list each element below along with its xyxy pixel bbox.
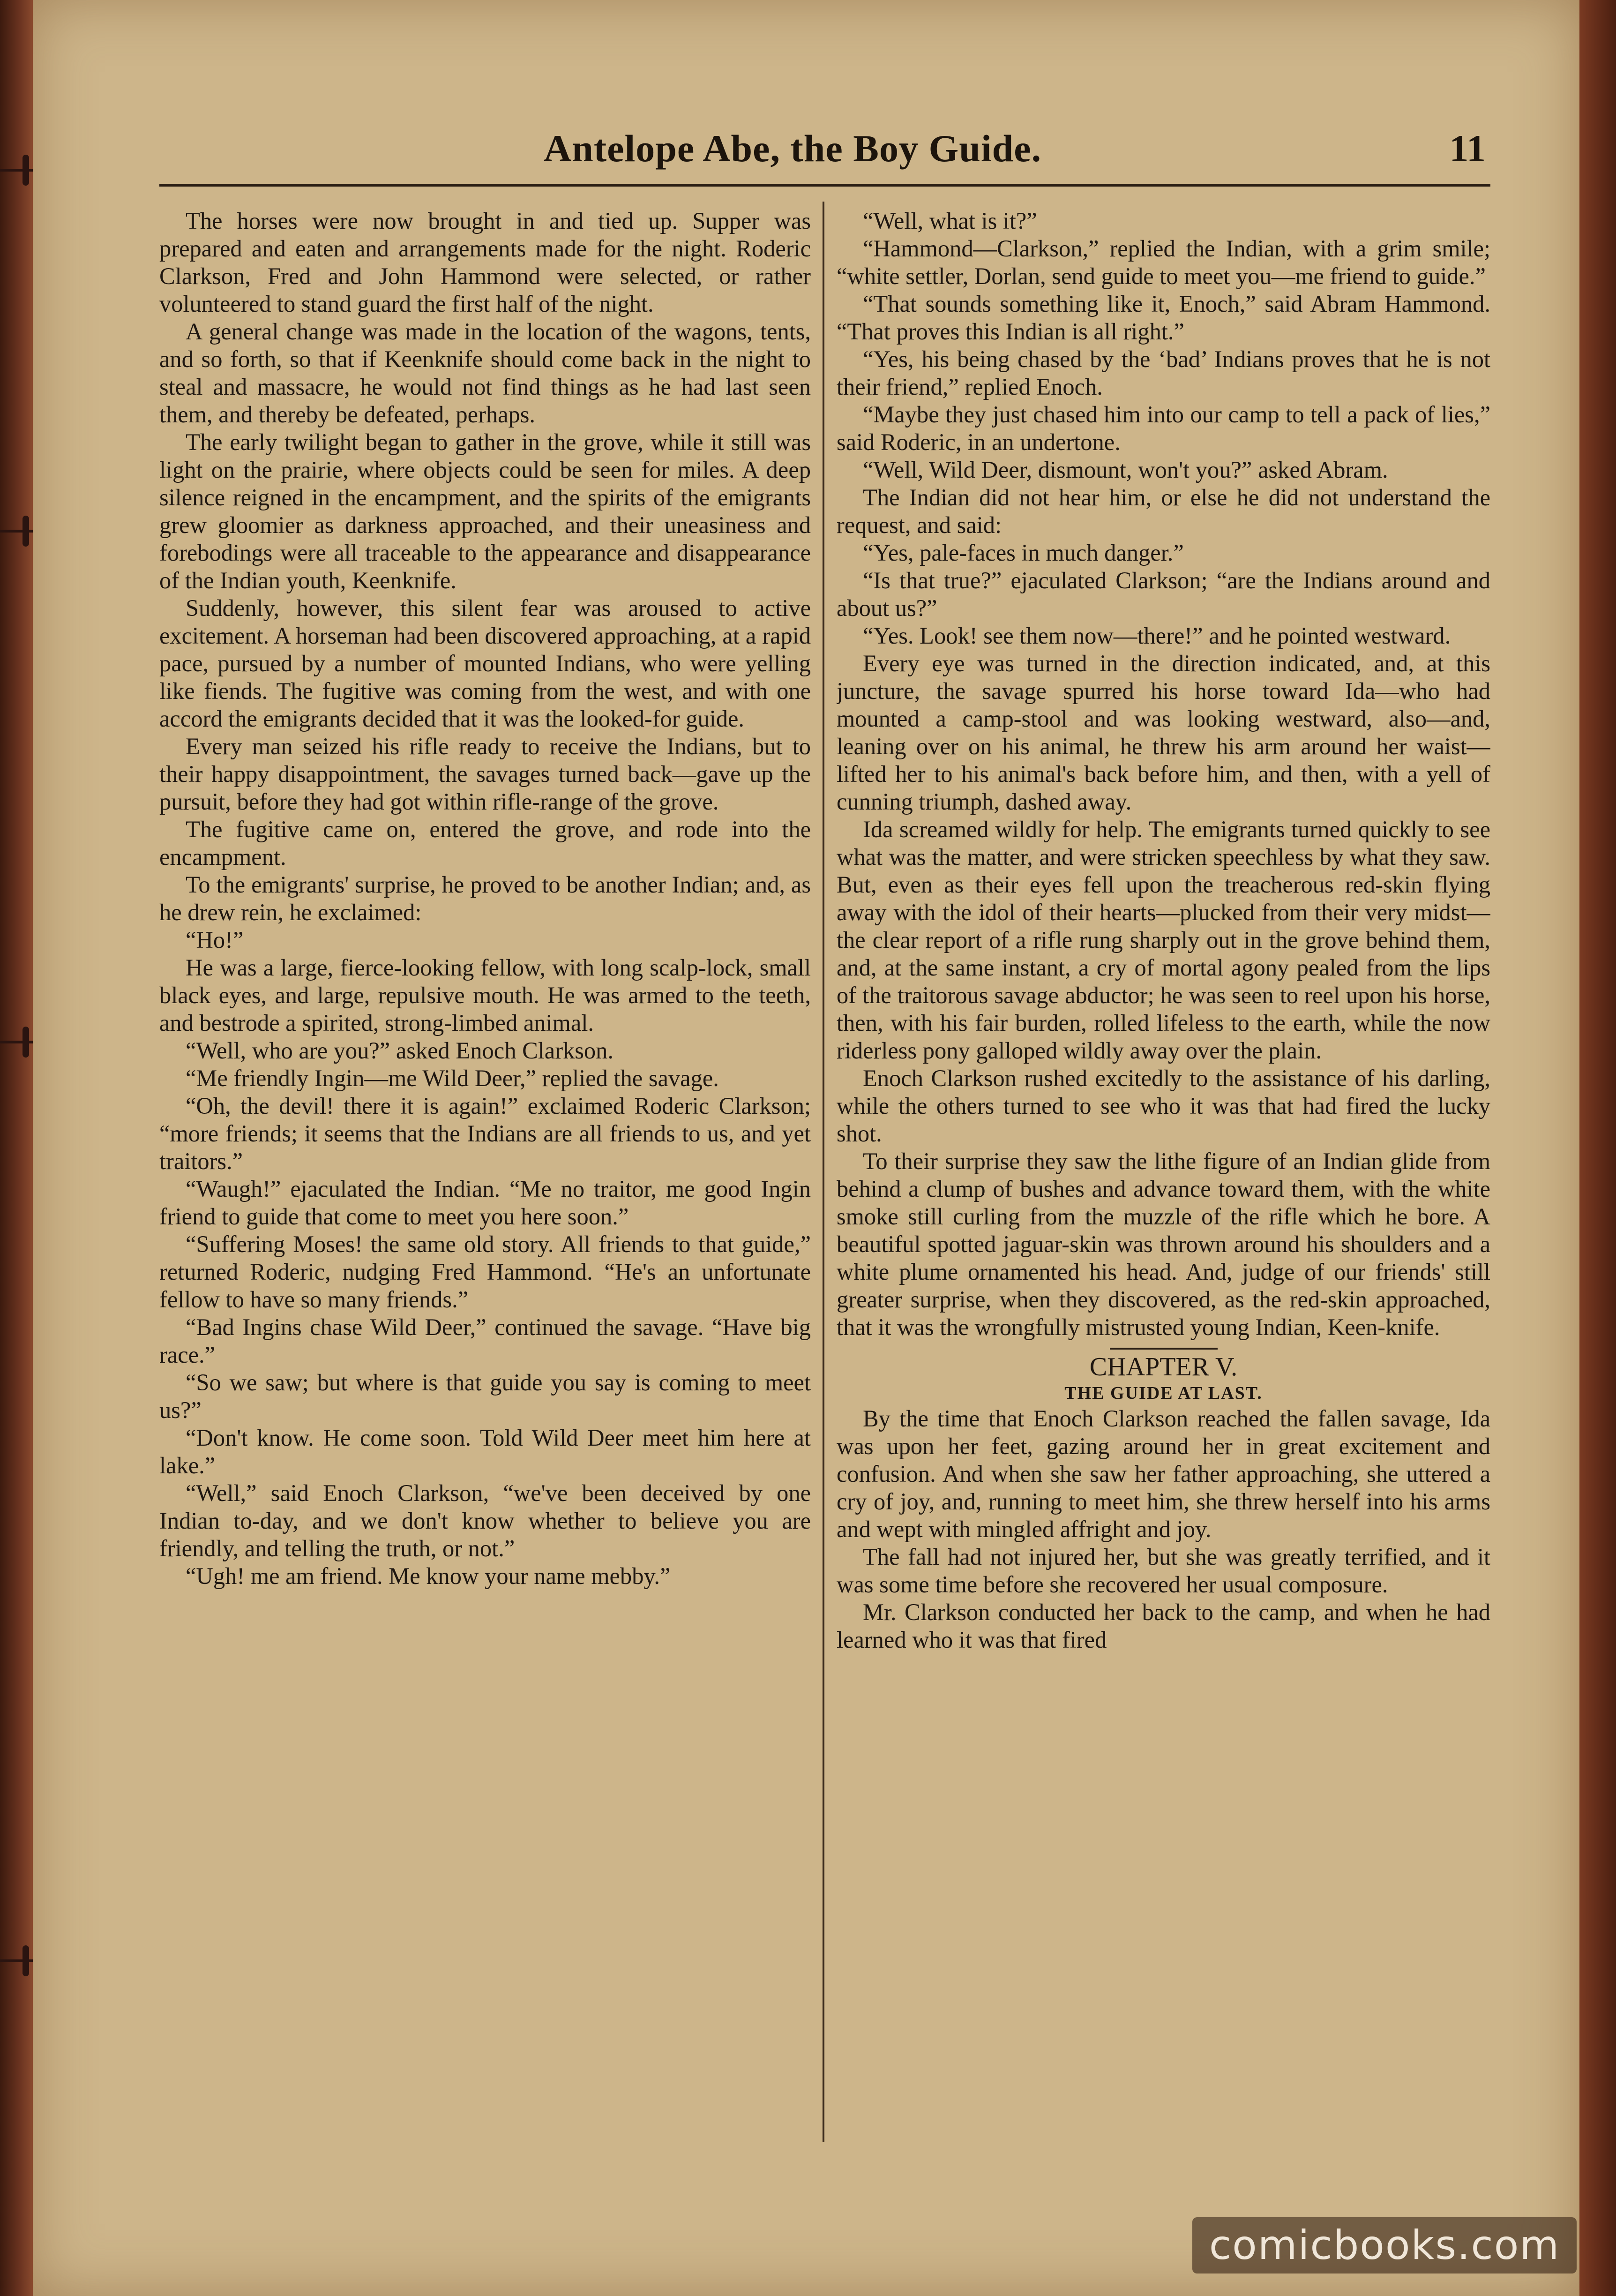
paragraph: “So we saw; but where is that guide you say is coming to meet us?” bbox=[159, 1369, 811, 1423]
paragraph: Every eye was turned in the direction indicated, and, at this juncture, the savage spurred his horse toward Ida—who had mounted a camp-stool and was looking westward, also—and, leaning over on his animal, he threw his arm around her waist—lifted her to his animal's back before him, and then, with a yell of cunning triumph, dashed away. bbox=[837, 650, 1490, 815]
paragraph: “That sounds something like it, Enoch,” said Abram Hammond. “That proves this Indian is all right.” bbox=[837, 291, 1490, 345]
paragraph: “Well, who are you?” asked Enoch Clarkson. bbox=[186, 1037, 614, 1064]
header-rule bbox=[159, 184, 1490, 187]
watermark-text: comicbooks.com bbox=[1209, 2222, 1560, 2269]
paragraph: To the emigrants' surprise, he proved to be another Indian; and, as he drew rein, he exclaimed: bbox=[159, 871, 811, 925]
column-divider bbox=[823, 202, 824, 2142]
chapter-title: CHAPTER V. bbox=[1089, 1352, 1238, 1381]
site-watermark bbox=[1192, 2217, 1577, 2273]
paragraph: He was a large, fierce-looking fellow, with long scalp-lock, small black eyes, and large, repulsive mouth. He was armed to the teeth, and bestrode a spirited, strong-limbed animal. bbox=[159, 954, 811, 1036]
paragraph: “Yes, pale-faces in much danger.” bbox=[863, 540, 1184, 566]
paragraph: “Bad Ingins chase Wild Deer,” continued the savage. “Have big race.” bbox=[159, 1314, 811, 1368]
paragraph: Mr. Clarkson conducted her back to the camp, and when he had learned who it was that fired bbox=[837, 1599, 1490, 1653]
running-header bbox=[544, 123, 1486, 174]
paragraph: “Ho!” bbox=[186, 927, 244, 953]
paragraph: Ida screamed wildly for help. The emigrants turned quickly to see what was the matter, and were stricken speechless by what they saw. But, even as their eyes fell upon the treacherous red-skin flying away with the idol of their hearts—plucked from their very midst—the clear report of a rifle rung sharply out in the grove behind them, and, at the same instant, a cry of mortal agony pealed from the lips of the traitorous savage abductor; he was seen to reel upon his horse, then, with his fair burden, rolled lifeless to the earth, while the now riderless pony galloped wildly away over the plain. bbox=[837, 816, 1490, 1064]
paragraph: “Me friendly Ingin—me Wild Deer,” replied the savage. bbox=[186, 1065, 719, 1091]
paragraph: “Oh, the devil! there it is again!” exclaimed Roderic Clarkson; “more friends; it seems that the Indians are all friends to us, and yet traitors.” bbox=[159, 1093, 811, 1174]
paragraph: “Waugh!” ejaculated the Indian. “Me no traitor, me good Ingin friend to guide that come to meet you here soon.” bbox=[159, 1176, 811, 1230]
paragraph: “Well, what is it?” bbox=[863, 208, 1037, 234]
paragraph: “Suffering Moses! the same old story. All friends to that guide,” returned Roderic, nudging Fred Hammond. “He's an unfortunate fellow to have so many friends.” bbox=[159, 1231, 811, 1313]
paragraph: Every man seized his rifle ready to receive the Indians, but to their happy disappointment, the savages turned back—gave up the pursuit, before they had got within rifle-range of the grove. bbox=[159, 733, 811, 815]
paragraph: To their surprise they saw the lithe figure of an Indian glide from behind a clump of bushes and advance toward them, with the white smoke still curling from the muzzle of the rifle which he bore. A beautiful spotted jaguar-skin was thrown around his shoulders and a white plume ornamented his head. And, judge of our friends' still greater surprise, when they discovered, as the red-skin approached, that it was the wrongfully mistrusted young Indian, Keen-knife. bbox=[837, 1148, 1490, 1340]
chapter-subtitle: THE GUIDE AT LAST. bbox=[1064, 1383, 1263, 1403]
paragraph: Suddenly, however, this silent fear was aroused to active excitement. A horseman had been discovered approaching, at a rapid pace, pursued by a number of mounted Indians, who were yelling like fiends. The fugitive was coming from the west, and with one accord the emigrants decided that it was the looked-for guide. bbox=[159, 595, 811, 732]
text-column-left bbox=[159, 207, 811, 2129]
page-edge bbox=[1579, 0, 1616, 2296]
paragraph: The fugitive came on, entered the grove, and rode into the encampment. bbox=[159, 816, 811, 870]
paragraph: “Well, Wild Deer, dismount, won't you?” asked Abram. bbox=[863, 457, 1388, 483]
paragraph: The horses were now brought in and tied up. Supper was prepared and eaten and arrangements made for the night. Roderic Clarkson, Fred and John Hammond were selected, or rather volunteered to stand guard the first half of the night. bbox=[159, 208, 811, 317]
paragraph: “Well,” said Enoch Clarkson, “we've been deceived by one Indian to-day, and we don't know whether to believe you are friendly, and telling the truth, or not.” bbox=[159, 1480, 811, 1561]
paragraph: “Yes, his being chased by the ‘bad’ Indians proves that he is not their friend,” replied Enoch. bbox=[837, 346, 1490, 400]
paragraph: “Maybe they just chased him into our camp to tell a pack of lies,” said Roderic, in an undertone. bbox=[837, 401, 1490, 455]
paragraph: Enoch Clarkson rushed excitedly to the assistance of his darling, while the others turned to see who it was that had fired the lucky shot. bbox=[837, 1065, 1490, 1147]
paragraph: The fall had not injured her, but she was greatly terrified, and it was some time before she recovered her usual composure. bbox=[837, 1544, 1490, 1598]
paragraph: “Hammond—Clarkson,” replied the Indian, with a grim smile; “white settler, Dorlan, send guide to meet you—me friend to guide.” bbox=[837, 235, 1490, 289]
paragraph: “Is that true?” ejaculated Clarkson; “are the Indians around and about us?” bbox=[837, 567, 1490, 621]
paragraph: The early twilight began to gather in the grove, while it still was light on the prairie, where objects could be seen for miles. A deep silence reigned in the encampment, and the spirits of the emigrants grew gloomier as darkness approached, and their uneasiness and forebodings were all traceable to the appearance and disappearance of the Indian youth, Keenknife. bbox=[159, 429, 811, 593]
paragraph: By the time that Enoch Clarkson reached the fallen savage, Ida was upon her feet, gazing around her in great excitement and confusion. And when she saw her father approaching, she uttered a cry of joy, and, running to meet him, she threw herself into his arms and wept with mingled affright and joy. bbox=[837, 1405, 1490, 1542]
paragraph: “Ugh! me am friend. Me know your name mebby.” bbox=[186, 1563, 671, 1589]
chapter-rule bbox=[1110, 1348, 1218, 1350]
page-number: 11 bbox=[1449, 127, 1486, 170]
paragraph: “Don't know. He come soon. Told Wild Deer meet him here at lake.” bbox=[159, 1425, 811, 1478]
running-title: Antelope Abe, the Boy Guide. bbox=[544, 127, 1042, 170]
paragraph: A general change was made in the location of the wagons, tents, and so forth, so that if Keenknife should come back in the night to steal and massacre, he would not find things as he had last seen them, and thereby be defeated, perhaps. bbox=[159, 318, 811, 428]
paragraph: The Indian did not hear him, or else he did not understand the request, and said: bbox=[837, 484, 1490, 538]
paragraph: “Yes. Look! see them now—there!” and he pointed westward. bbox=[863, 623, 1451, 649]
text-column-right bbox=[837, 207, 1490, 2129]
